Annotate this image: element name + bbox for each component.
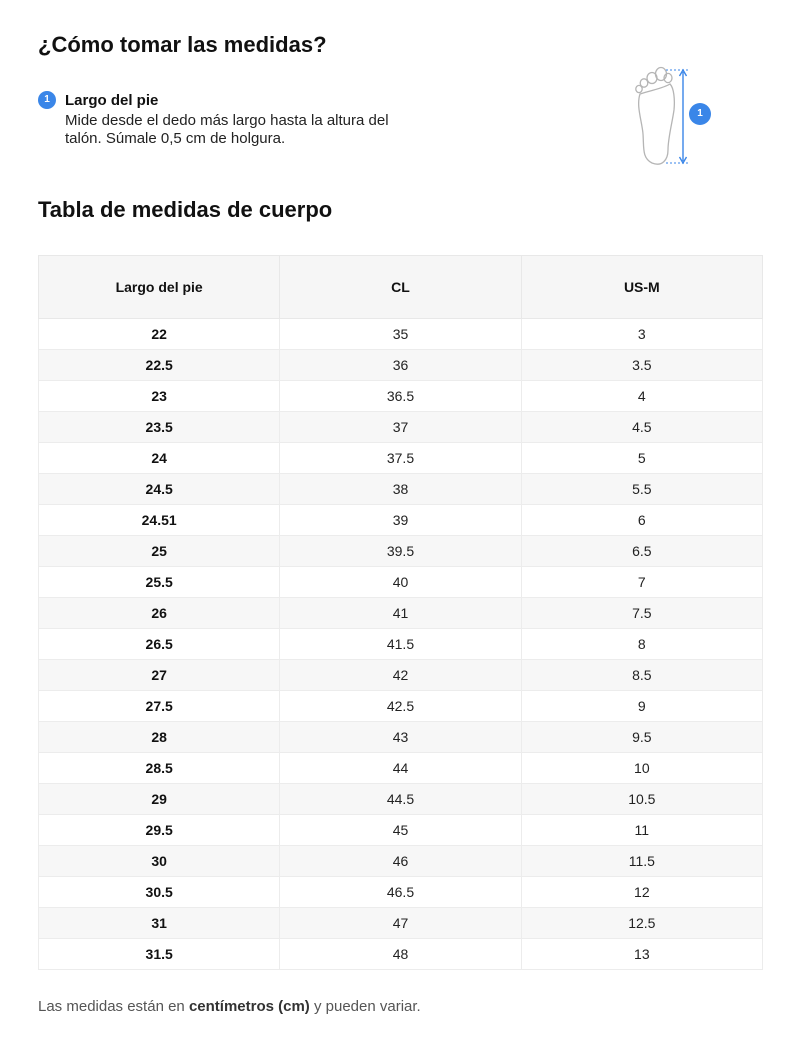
cell-foot-length: 24.51 <box>39 505 280 536</box>
cell-us-m: 6 <box>521 505 762 536</box>
column-header-cl: CL <box>280 256 521 319</box>
cell-foot-length: 26.5 <box>39 629 280 660</box>
column-header-us-m: US-M <box>521 256 762 319</box>
table-row <box>39 567 763 598</box>
cell-cl: 36.5 <box>280 381 521 412</box>
how-to-measure-heading: ¿Cómo tomar las medidas? <box>38 32 327 57</box>
cell-cl: 45 <box>280 815 521 846</box>
cell-us-m: 3 <box>521 319 762 350</box>
table-row <box>39 381 763 412</box>
cell-foot-length: 22 <box>39 319 280 350</box>
table-row <box>39 319 763 350</box>
cell-us-m: 10.5 <box>521 784 762 815</box>
cell-foot-length: 29.5 <box>39 815 280 846</box>
table-row <box>39 691 763 722</box>
cell-us-m: 6.5 <box>521 536 762 567</box>
cell-us-m: 7.5 <box>521 598 762 629</box>
table-row <box>39 598 763 629</box>
table-row <box>39 660 763 691</box>
foot-length-description: Mide desde el dedo más largo hasta la altura del talón. Súmale 0,5 cm de holgura. <box>65 112 389 147</box>
table-row <box>39 536 763 567</box>
units-footnote <box>38 998 421 1015</box>
cell-foot-length: 24 <box>39 443 280 474</box>
cell-foot-length: 22.5 <box>39 350 280 381</box>
cell-us-m: 4 <box>521 381 762 412</box>
cell-cl: 43 <box>280 722 521 753</box>
table-row <box>39 815 763 846</box>
cell-foot-length: 27 <box>39 660 280 691</box>
size-chart-table <box>38 255 763 970</box>
cell-us-m: 4.5 <box>521 412 762 443</box>
cell-foot-length: 29 <box>39 784 280 815</box>
table-row <box>39 474 763 505</box>
column-header-foot-length: Largo del pie <box>39 256 280 319</box>
table-row <box>39 629 763 660</box>
cell-us-m: 8.5 <box>521 660 762 691</box>
table-header-row <box>39 256 763 319</box>
table-row <box>39 784 763 815</box>
cell-us-m: 7 <box>521 567 762 598</box>
cell-foot-length: 30 <box>39 846 280 877</box>
table-row <box>39 722 763 753</box>
cell-cl: 39 <box>280 505 521 536</box>
table-row <box>39 846 763 877</box>
cell-cl: 40 <box>280 567 521 598</box>
size-table-heading: Tabla de medidas de cuerpo <box>38 197 333 222</box>
foot-length-title: Largo del pie <box>65 92 159 109</box>
cell-cl: 41 <box>280 598 521 629</box>
cell-foot-length: 28.5 <box>39 753 280 784</box>
cell-cl: 37 <box>280 412 521 443</box>
cell-foot-length: 23.5 <box>39 412 280 443</box>
cell-foot-length: 25 <box>39 536 280 567</box>
cell-foot-length: 31 <box>39 908 280 939</box>
table-row <box>39 877 763 908</box>
cell-cl: 38 <box>280 474 521 505</box>
foot-outline-icon <box>630 66 720 168</box>
cell-cl: 44.5 <box>280 784 521 815</box>
cell-us-m: 10 <box>521 753 762 784</box>
cell-cl: 44 <box>280 753 521 784</box>
cell-us-m: 3.5 <box>521 350 762 381</box>
cell-foot-length: 31.5 <box>39 939 280 970</box>
cell-us-m: 9.5 <box>521 722 762 753</box>
cell-cl: 37.5 <box>280 443 521 474</box>
cell-cl: 48 <box>280 939 521 970</box>
cell-foot-length: 24.5 <box>39 474 280 505</box>
cell-foot-length: 23 <box>39 381 280 412</box>
cell-foot-length: 28 <box>39 722 280 753</box>
size-table-body <box>39 319 763 970</box>
table-row <box>39 505 763 536</box>
cell-cl: 35 <box>280 319 521 350</box>
footnote-units: centímetros (cm) <box>188 998 310 1015</box>
cell-foot-length: 26 <box>39 598 280 629</box>
cell-us-m: 12.5 <box>521 908 762 939</box>
cell-cl: 42 <box>280 660 521 691</box>
cell-cl: 41.5 <box>280 629 521 660</box>
table-row <box>39 350 763 381</box>
cell-us-m: 5.5 <box>521 474 762 505</box>
cell-cl: 46.5 <box>280 877 521 908</box>
illustration-badge-number: 1 <box>697 108 703 119</box>
cell-us-m: 12 <box>521 877 762 908</box>
cell-us-m: 8 <box>521 629 762 660</box>
cell-cl: 36 <box>280 350 521 381</box>
cell-us-m: 11.5 <box>521 846 762 877</box>
table-row <box>39 443 763 474</box>
footnote-prefix: Las medidas están en <box>38 998 189 1015</box>
footnote-suffix: y pueden variar. <box>309 998 421 1015</box>
cell-cl: 42.5 <box>280 691 521 722</box>
cell-us-m: 5 <box>521 443 762 474</box>
cell-cl: 39.5 <box>280 536 521 567</box>
cell-cl: 46 <box>280 846 521 877</box>
cell-us-m: 13 <box>521 939 762 970</box>
table-row <box>39 412 763 443</box>
table-row <box>39 753 763 784</box>
cell-foot-length: 30.5 <box>39 877 280 908</box>
cell-us-m: 9 <box>521 691 762 722</box>
table-row <box>39 939 763 970</box>
cell-us-m: 11 <box>521 815 762 846</box>
cell-foot-length: 27.5 <box>39 691 280 722</box>
step-number-badge: 1 <box>38 91 56 109</box>
table-row <box>39 908 763 939</box>
cell-cl: 47 <box>280 908 521 939</box>
cell-foot-length: 25.5 <box>39 567 280 598</box>
